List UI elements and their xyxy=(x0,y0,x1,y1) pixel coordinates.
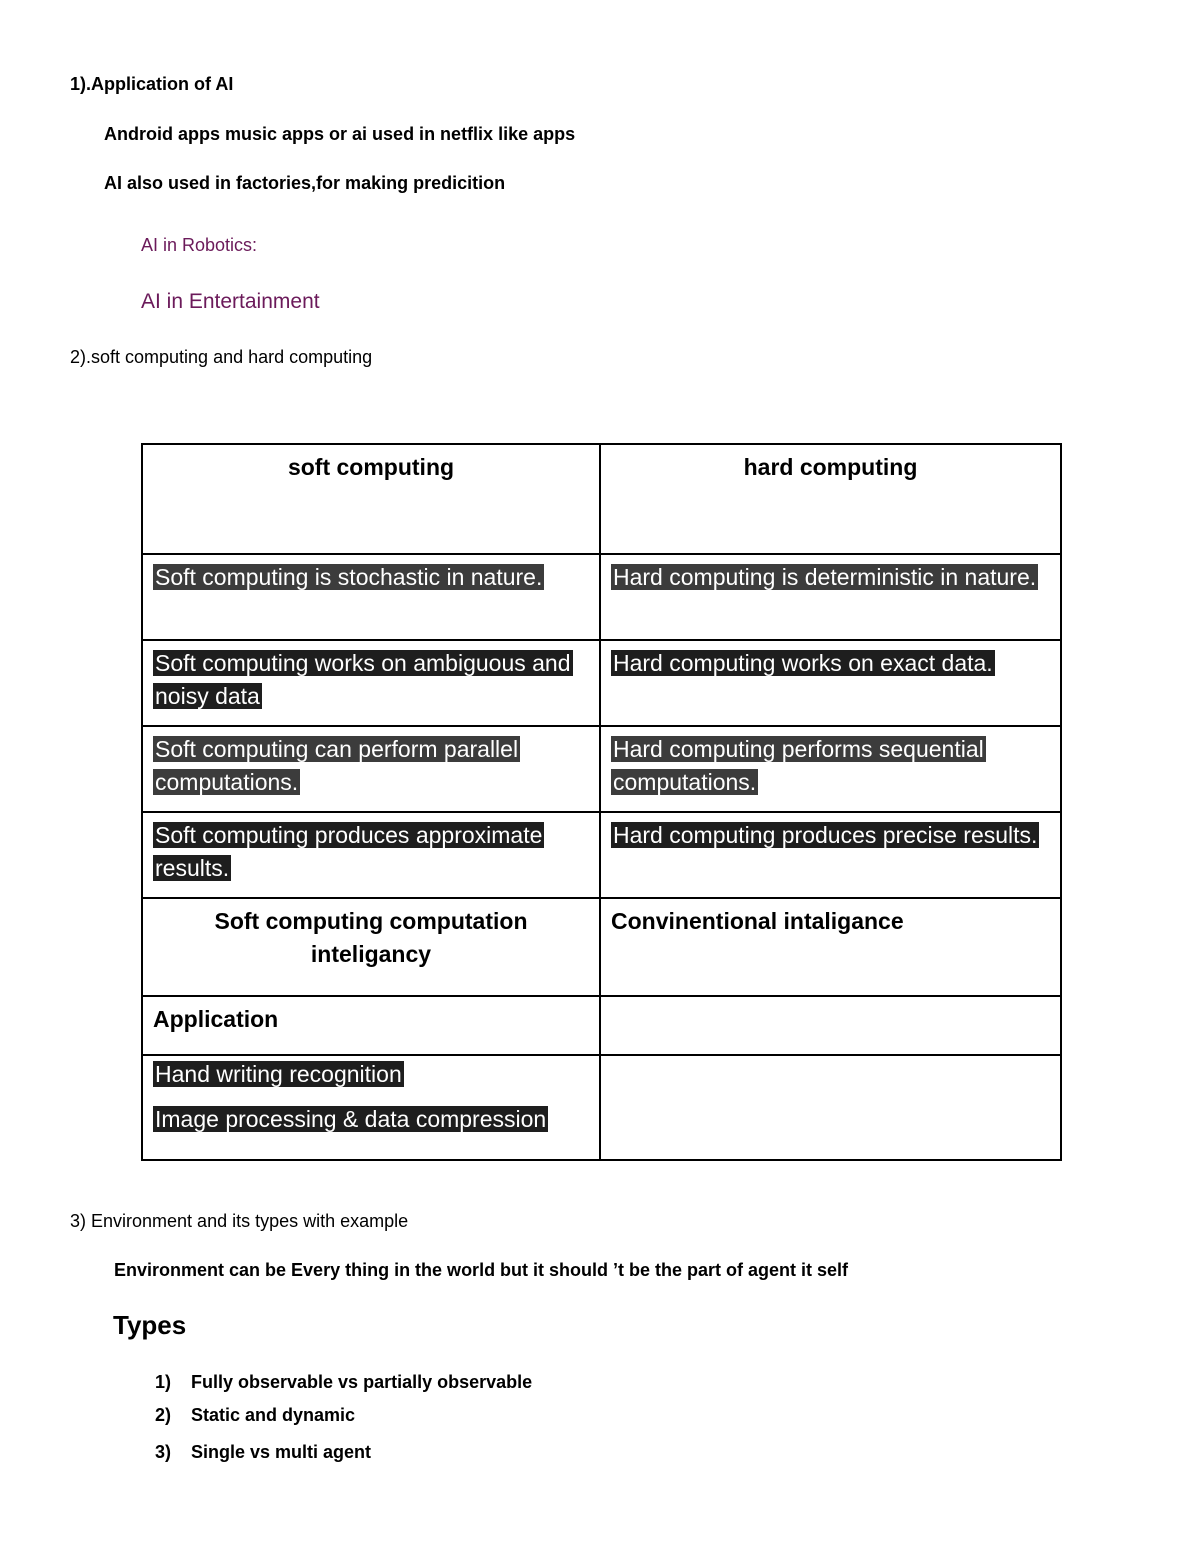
q3-heading: 3) Environment and its types with example xyxy=(70,1211,409,1231)
empty-cell xyxy=(600,996,1061,1055)
hard-intelligence: Convinentional intaligance xyxy=(600,898,1061,996)
types-list xyxy=(155,1372,532,1475)
hard-exact-data: Hard computing works on exact data. xyxy=(613,650,993,676)
soft-approximate: Soft computing produces approximate results. xyxy=(155,822,543,881)
ai-entertainment-heading: AI in Entertainment xyxy=(141,290,320,313)
table-row xyxy=(142,554,1061,640)
list-number: 1) xyxy=(155,1372,172,1392)
header-soft-computing: soft computing xyxy=(142,444,600,554)
table-row-intelligence xyxy=(142,898,1061,996)
environment-definition: Environment can be Every thing in the world but it should ’t be the part of agent it self xyxy=(114,1260,849,1280)
q1-line-apps: Android apps music apps or ai used in netflix like apps xyxy=(104,124,576,144)
comparison-table xyxy=(141,443,1062,1161)
soft-ambiguous-data: Soft computing works on ambiguous and noisy data xyxy=(155,650,571,709)
list-item xyxy=(155,1372,532,1393)
type-agents: Single vs multi agent xyxy=(191,1442,372,1462)
table-row-applications xyxy=(142,1055,1061,1160)
list-number: 3) xyxy=(155,1442,172,1462)
hard-cell xyxy=(600,554,1061,640)
applications-cell xyxy=(142,1055,600,1160)
table-header-row xyxy=(142,444,1061,554)
soft-stochastic: Soft computing is stochastic in nature. xyxy=(155,564,543,590)
list-number: 2) xyxy=(155,1405,172,1425)
hard-cell xyxy=(600,812,1061,898)
empty-cell xyxy=(600,1055,1061,1160)
type-observable: Fully observable vs partially observable xyxy=(191,1372,533,1392)
list-item xyxy=(155,1405,532,1426)
application-item xyxy=(153,1103,589,1136)
hard-cell xyxy=(600,640,1061,726)
q1-line-factories: AI also used in factories,for making predicition xyxy=(104,173,506,193)
soft-cell xyxy=(142,640,600,726)
soft-intelligence: Soft computing computation inteligancy xyxy=(142,898,600,996)
type-static-dynamic: Static and dynamic xyxy=(191,1405,356,1425)
table-row-application-label xyxy=(142,996,1061,1055)
application-item xyxy=(153,1058,589,1091)
hard-sequential: Hard computing performs sequential computations. xyxy=(613,736,984,795)
hard-cell xyxy=(600,726,1061,812)
app-handwriting: Hand writing recognition xyxy=(155,1061,402,1087)
application-label: Application xyxy=(142,996,600,1055)
soft-cell xyxy=(142,554,600,640)
header-hard-computing: hard computing xyxy=(600,444,1061,554)
hard-deterministic: Hard computing is deterministic in nature. xyxy=(613,564,1037,590)
table-row xyxy=(142,812,1061,898)
ai-robotics-heading: AI in Robotics: xyxy=(141,235,258,255)
soft-cell xyxy=(142,812,600,898)
soft-parallel: Soft computing can perform parallel computations. xyxy=(155,736,519,795)
q1-heading: 1).Application of AI xyxy=(70,74,234,94)
types-title: Types xyxy=(113,1310,187,1340)
hard-precise: Hard computing produces precise results. xyxy=(613,822,1038,848)
q2-heading: 2).soft computing and hard computing xyxy=(70,347,373,367)
table-row xyxy=(142,640,1061,726)
soft-cell xyxy=(142,726,600,812)
table-row xyxy=(142,726,1061,812)
app-image-processing: Image processing & data compression xyxy=(155,1106,547,1132)
list-item xyxy=(155,1442,532,1463)
